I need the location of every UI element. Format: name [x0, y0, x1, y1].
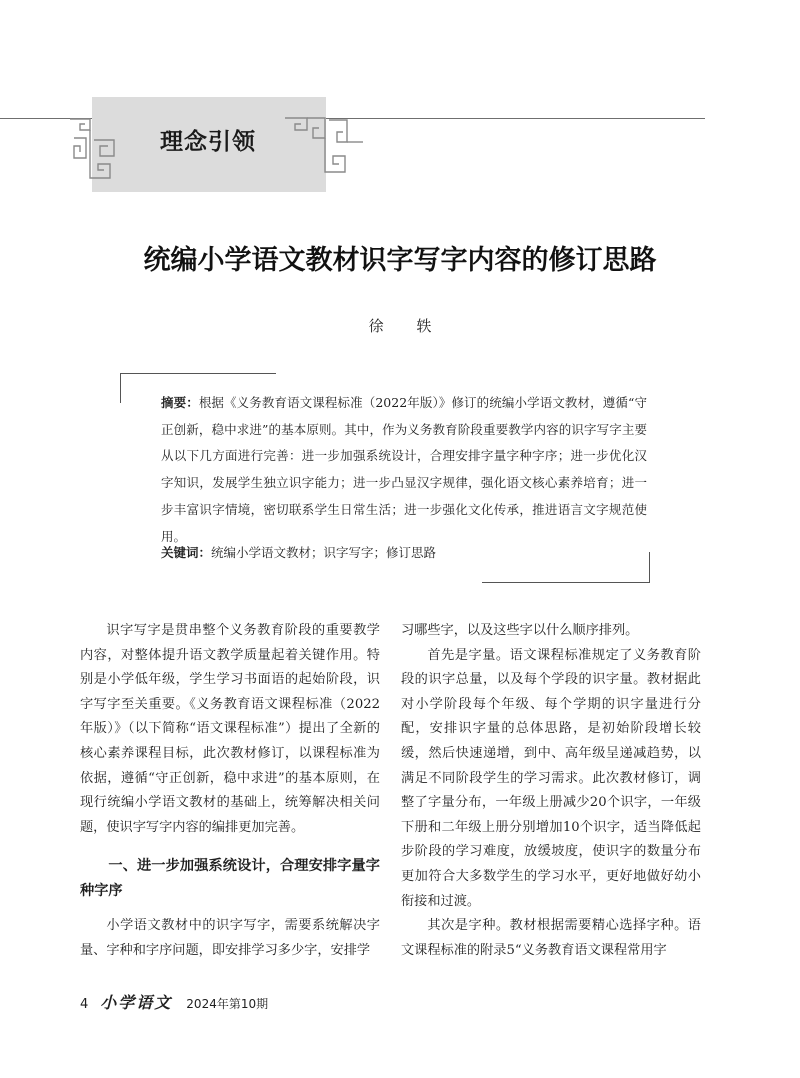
section-heading: 一、进一步加强系统设计，合理安排字量字种字序	[80, 858, 380, 900]
issue-label: 2024年第10期	[186, 997, 269, 1011]
body-column-left	[80, 619, 380, 964]
abstract-frame-top	[120, 373, 276, 374]
magazine-name: 小学语文	[100, 993, 173, 1012]
meander-ornament-left	[70, 118, 126, 184]
meander-ornament-right	[285, 112, 365, 182]
article-title: 统编小学语文教材识字写字内容的修订思路	[143, 245, 657, 276]
paragraph: 其次是字种。教材根据需要精心选择字种。语文课程标准的附录5“义务教育语文课程常用字	[401, 918, 701, 958]
keywords-label: 关键词：	[161, 545, 212, 560]
paragraph: 小学语文教材中的识字写字，需要系统解决字量、字种和字序问题，即安排学习多少字，安排学	[80, 918, 380, 958]
body-column-right	[401, 619, 701, 963]
page-number: 4	[80, 997, 89, 1012]
paragraph: 习哪些字，以及这些字以什么顺序排列。	[401, 623, 639, 638]
keywords-text: 统编小学语文教材；识字写字；修订思路	[211, 545, 437, 560]
paragraph: 识字写字是贯串整个义务教育阶段的重要教学内容，对整体提升语文教学质量起着关键作用。特别是小学低年级，学生学习书面语的起始阶段，识字写字至关重要。《义务教育语文课程标准（2022年版）》（以下简称“语文课程标准”）提出了全新的核心素养课程目标，此次教材修订，以课程标准为依据，遵循“守正创新，稳中求进”的基本原则，在现行统编小学语文教材的基础上，统筹解决相关问题，使识字写字内容的编排更加完善。	[80, 623, 380, 835]
abstract-text: 根据《义务教育语文课程标准（2022年版）》修订的统编小学语文教材，遵循“守正创新，稳中求进”的基本原则。其中，作为义务教育阶段重要教学内容的识字写字主要从以下几方面进行完善：进一步加强系统设计，合理安排字量字种字序；进一步优化汉字知识，发展学生独立识字能力；进一步凸显汉字规律，强化语文核心素养培育；进一步丰富识字情境，密切联系学生日常生活；进一步强化文化传承，推进语言文字规范使用。	[161, 395, 647, 544]
abstract-frame-bottom	[482, 582, 649, 583]
author: 徐 轶	[368, 317, 446, 335]
page-footer	[80, 990, 268, 1013]
abstract	[161, 390, 647, 550]
keywords	[161, 543, 647, 563]
abstract-label: 摘要：	[161, 395, 199, 410]
abstract-frame-right	[649, 552, 650, 583]
abstract-frame-left	[120, 373, 121, 403]
paragraph: 首先是字量。语文课程标准规定了义务教育阶段的识字总量，以及每个学段的识字量。教材据此对小学阶段每个年级、每个学期的识字量进行分配，安排识字量的总体思路，是初始阶段增长较缓，然后快速递增，到中、高年级呈递减趋势，以满足不同阶段学生的学习需求。此次教材修订，调整了字量分布，一年级上册减少20个识字，一年级下册和二年级上册分别增加10个识字，适当降低起步阶段的学习难度，放缓坡度，使识字的数量分布更加符合大多数学生的学习水平，更好地做好幼小衔接和过渡。	[401, 647, 701, 909]
section-title: 理念引领	[160, 129, 256, 155]
